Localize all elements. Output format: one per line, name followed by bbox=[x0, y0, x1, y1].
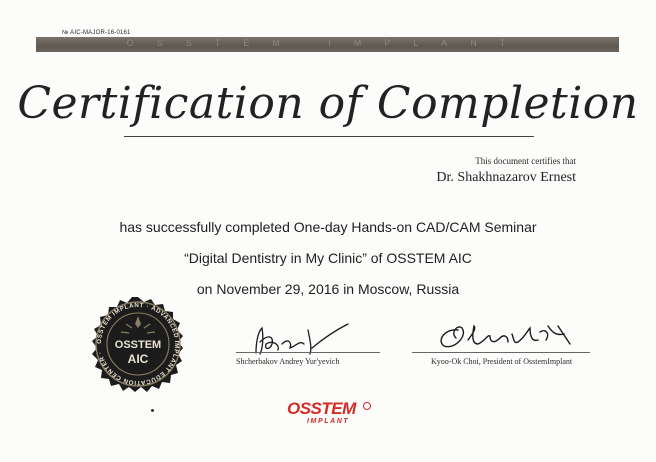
right-signature-line bbox=[412, 352, 590, 353]
recipient-name: Dr. Shakhnazarov Ernest bbox=[436, 170, 576, 185]
date-location: on November 29, 2016 in Moscow, Russia bbox=[196, 281, 460, 297]
seal-ring-text: OSSTEM IMPLANT · ADVANCED IMPLANT EDUCATION CENTER · bbox=[95, 301, 181, 387]
seal-center-bottom: AIC bbox=[127, 352, 149, 366]
logo-subtitle: IMPLANT bbox=[307, 418, 350, 425]
osstem-logo bbox=[287, 400, 371, 426]
ink-speck bbox=[151, 409, 154, 412]
left-signatory-name: Shcherbakov Andrey Yur'yevich bbox=[236, 357, 340, 366]
title-underline bbox=[124, 136, 534, 137]
certificate-serial-number: № AIC-MAJOR-16-0161 bbox=[62, 30, 131, 36]
right-signatory-name: Kyoo-Ok Choi, President of OsstemImplant bbox=[431, 357, 573, 366]
left-signature-line bbox=[236, 352, 380, 353]
right-signature-icon bbox=[428, 318, 578, 354]
seal-center-top: OSSTEM bbox=[114, 339, 162, 351]
banner-brand-text: OSSTEM IMPLANT bbox=[126, 38, 529, 48]
completion-statement: has successfully completed One-day Hands-on CAD/CAM Seminar bbox=[119, 219, 537, 235]
embossed-seal-icon bbox=[88, 294, 188, 394]
certificate-title: Certification of Completion bbox=[17, 78, 639, 129]
registered-mark-icon bbox=[363, 402, 371, 410]
seminar-name: “Digital Dentistry in My Clinic” of OSSTEM AIC bbox=[184, 250, 472, 266]
certifies-text: This document certifies that bbox=[475, 156, 576, 166]
logo-wordmark: OSSTEM bbox=[287, 399, 356, 418]
